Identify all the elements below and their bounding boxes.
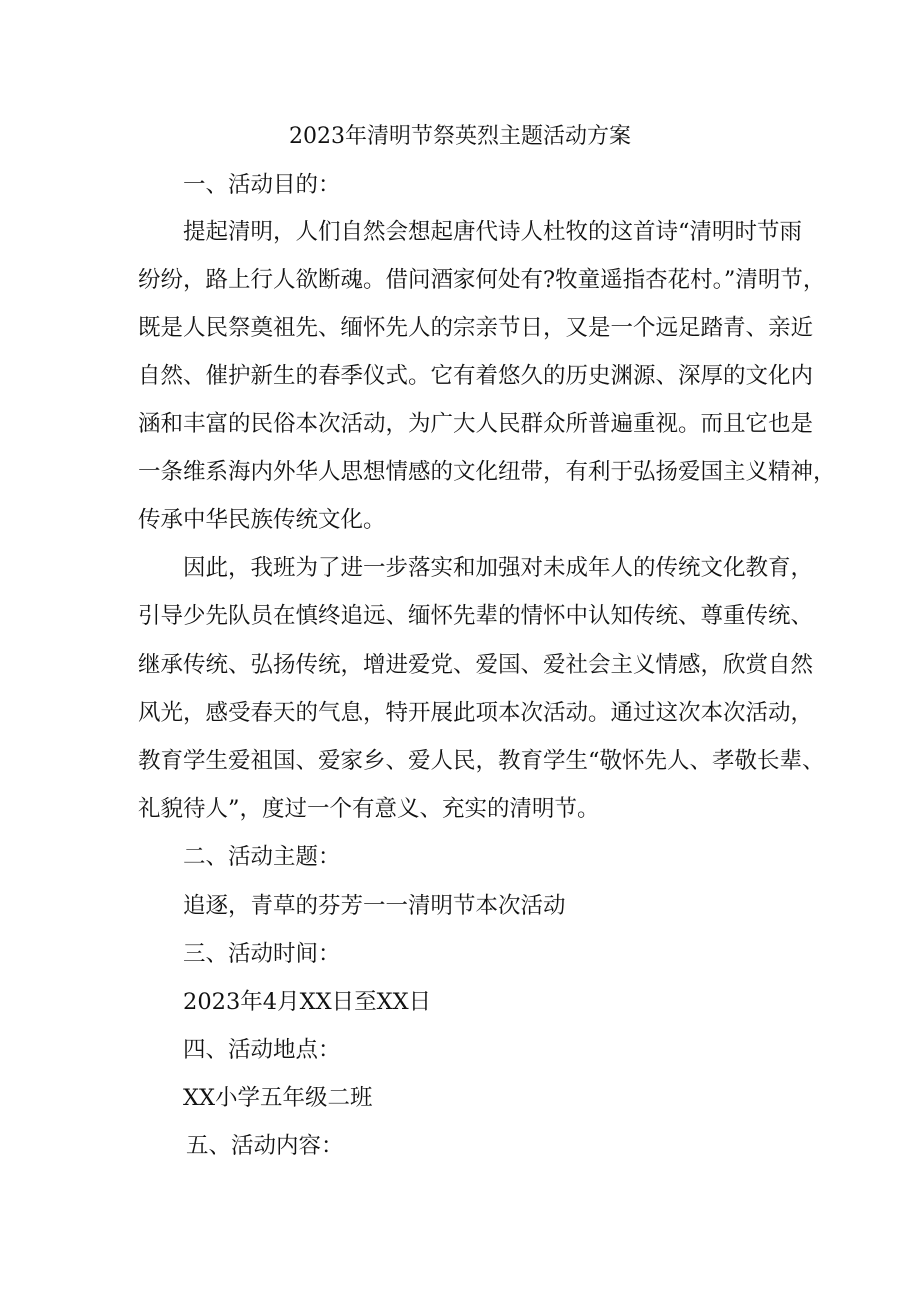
paragraph-line: 传承中华民族传统文化。 xyxy=(138,507,386,533)
section-content-location: XX小学五年级二班 xyxy=(183,1085,373,1111)
paragraph-line: 一条维系海内外华人思想情感的文化纽带，有利于弘扬爱国主义精神， xyxy=(138,459,836,485)
section-content-time: 2023年4月XX日至XX日 xyxy=(183,989,432,1015)
document-title: 2023年清明节祭英烈主题活动方案 xyxy=(289,124,631,149)
paragraph-line: 教育学生爱祖国、爱家乡、爱人民，教育学生“敬怀先人、孝敬长辈、 xyxy=(138,748,825,774)
paragraph-line: 既是人民祭奠祖先、缅怀先人的宗亲节日，又是一个远足踏青、亲近 xyxy=(138,315,814,341)
paragraph-line: 提起清明，人们自然会想起唐代诗人杜牧的这首诗“清明时节雨 xyxy=(183,219,803,245)
section-content-theme: 追逐，青草的芬芳一一清明节本次活动 xyxy=(183,893,566,919)
paragraph-line: 引导少先队员在慎终追远、缅怀先辈的情怀中认知传统、尊重传统、 xyxy=(138,603,814,629)
section-heading-time: 三、活动时间： xyxy=(183,941,341,967)
paragraph-line: 礼貌待人”，度过一个有意义、充实的清明节。 xyxy=(138,796,600,822)
paragraph-line: 因此，我班为了进一步落实和加强对未成年人的传统文化教育， xyxy=(183,555,814,581)
paragraph-line: 涵和丰富的民俗本次活动，为广大人民群众所普遍重视。而且它也是 xyxy=(138,411,814,437)
paragraph-line: 继承传统、弘扬传统，增进爱党、爱国、爱社会主义情感，欣赏自然 xyxy=(138,652,814,678)
section-heading-purpose: 一、活动目的： xyxy=(183,172,341,198)
paragraph-line: 风光，感受春天的气息，特开展此项本次活动。通过这次本次活动， xyxy=(138,700,814,726)
section-heading-content: 五、活动内容： xyxy=(186,1133,344,1159)
paragraph-line: 自然、催护新生的春季仪式。它有着悠久的历史渊源、深厚的文化内 xyxy=(138,363,814,389)
section-heading-location: 四、活动地点： xyxy=(183,1037,341,1063)
paragraph-line: 纷纷，路上行人欲断魂。借问酒家何处有?牧童遥指杏花村。”清明节， xyxy=(138,267,826,293)
section-heading-theme: 二、活动主题： xyxy=(183,844,341,870)
